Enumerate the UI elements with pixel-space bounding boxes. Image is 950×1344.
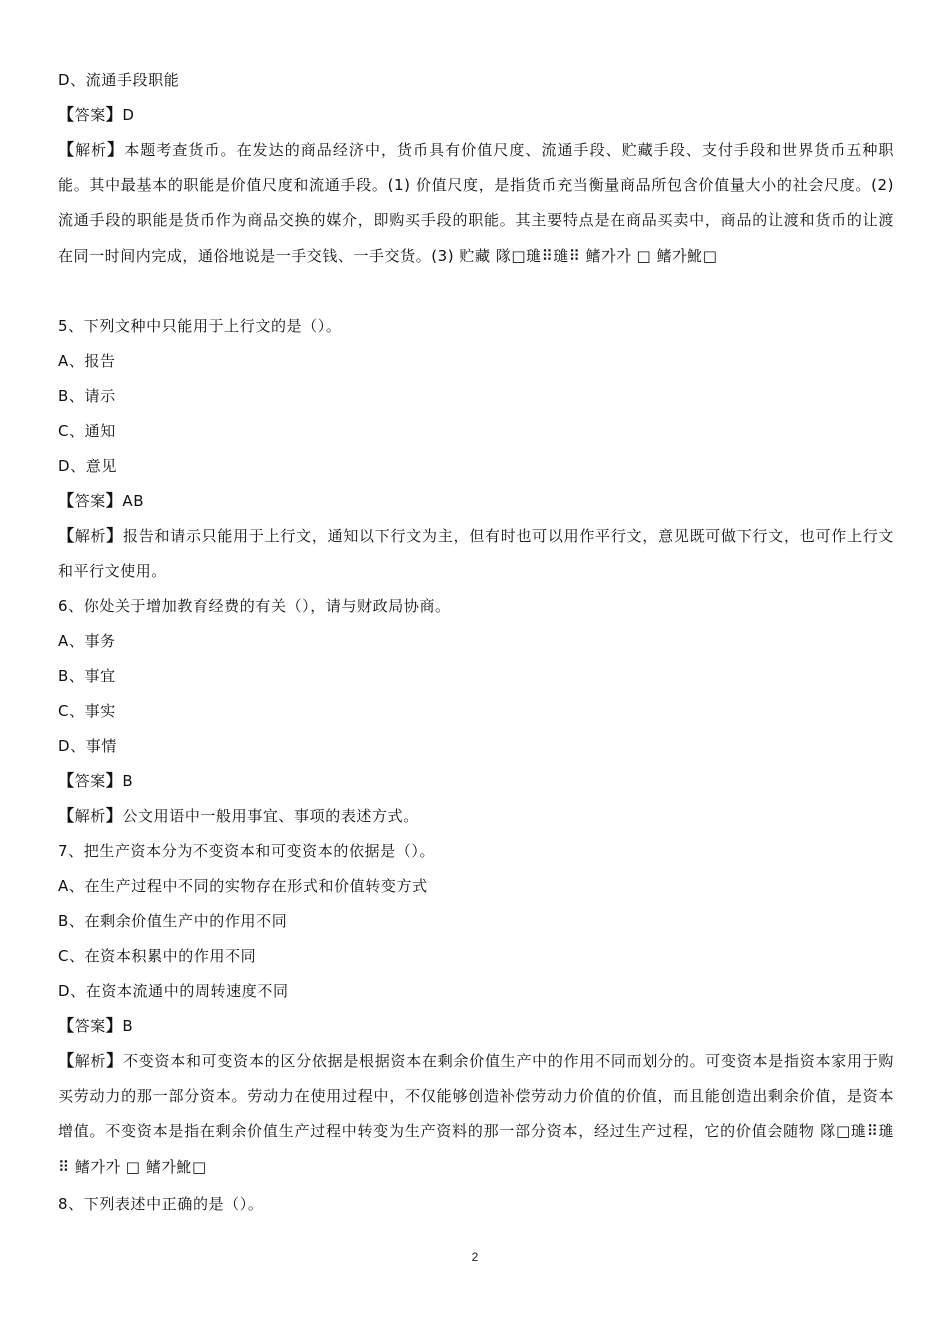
q6-option-b: B、事宜 (58, 667, 116, 685)
bracket-close: 】 (105, 1016, 123, 1035)
bracket-open: 【 (58, 140, 76, 159)
q7-option-b: B、在剩余价值生产中的作用不同 (58, 912, 288, 930)
q6-question: 6、你处关于增加教育经费的有关（），请与财政局协商。 (58, 597, 451, 615)
page-number: 2 (471, 1250, 479, 1264)
q6-analysis (58, 806, 894, 826)
bracket-close: 】 (106, 526, 123, 545)
q7-analysis (58, 1043, 894, 1185)
q5-option-d: D、意见 (58, 457, 117, 475)
q5-option-a: A、报告 (58, 352, 116, 370)
analysis-text: 本题考查货币。在发达的商品经济中，货币具有价值尺度、流通手段、贮藏手段、支付手段和世界货币五种职能。其中最基本的职能是价值尺度和流通手段。(1) 价值尺度，是指货币充当衡量商品所包含价值量大小的社会尺度。(2) 流通手段的职能是货币作为商品交换的媒介，即购买手段的职能。其主要特点是在商品买卖中，商品的让渡和货币的让渡在同一时间内完成，通俗地说是一手交钱、一手交货。(3) 贮藏 隊□璡⠿璡⠿ 鳍가가 □ 鳍가魤□ (58, 141, 895, 265)
analysis-text: 不变资本和可变资本的区分依据是根据资本在剩余价值生产中的作用不同而划分的。可变资本是指资本家用于购买劳动力的那一部分资本。劳动力在使用过程中，不仅能够创造补偿劳动力价值的价值，而且能创造出剩余价值，是资本增值。不变资本是指在剩余价值生产过程中转变为生产资料的那一部分资本，经过生产过程，它的价值会随物 隊□璡⠿璡⠿ 鳍가가 □ 鳍가魤□ (58, 1052, 894, 1176)
q7-question: 7、把生产资本分为不变资本和可变资本的依据是（）。 (58, 842, 436, 860)
answer-label: 答案 (74, 492, 106, 510)
q5-question: 5、下列文种中只能用于上行文的是（）。 (58, 317, 342, 335)
bracket-open: 【 (58, 1016, 75, 1035)
bracket-open: 【 (58, 105, 75, 124)
q6-answer (58, 771, 894, 791)
answer-label: 答案 (74, 1017, 106, 1035)
q4-option-d: D、流通手段职能 (58, 71, 180, 89)
bracket-close: 】 (105, 105, 123, 124)
q4-answer (58, 105, 894, 125)
bracket-open: 【 (58, 771, 75, 790)
answer-label: 答案 (74, 772, 106, 790)
analysis-label: 解析 (74, 1052, 107, 1070)
q7-answer (58, 1016, 894, 1036)
bracket-close: 】 (105, 806, 123, 825)
bracket-open: 【 (58, 526, 75, 545)
analysis-label: 解析 (75, 141, 108, 159)
q7-option-d: D、在资本流通中的周转速度不同 (58, 982, 289, 1000)
q5-option-b: B、请示 (58, 387, 116, 405)
q7-option-a: A、在生产过程中不同的实物存在形式和价值转变方式 (58, 877, 428, 895)
q6-option-c: C、事实 (58, 702, 116, 720)
q5-analysis (58, 518, 894, 589)
bracket-close: 】 (106, 1051, 123, 1070)
answer-label: 答案 (74, 106, 106, 124)
bracket-open: 【 (58, 1051, 75, 1070)
bracket-open: 【 (58, 491, 75, 510)
q6-option-a: A、事务 (58, 632, 116, 650)
analysis-text: 公文用语中一般用事宜、事项的表述方式。 (122, 807, 419, 825)
q7-option-c: C、在资本积累中的作用不同 (58, 947, 257, 965)
q8-question: 8、下列表述中正确的是（）。 (58, 1195, 264, 1213)
bracket-open: 【 (58, 806, 75, 825)
answer-value: B (122, 772, 134, 790)
q4-analysis (58, 132, 894, 274)
analysis-label: 解析 (74, 527, 107, 545)
answer-value: AB (122, 492, 145, 510)
answer-value: D (122, 106, 135, 124)
analysis-label: 解析 (74, 807, 106, 825)
analysis-text: 报告和请示只能用于上行文，通知以下行文为主，但有时也可以用作平行文，意见既可做下行文，也可作上行文和平行文使用。 (58, 527, 894, 581)
bracket-close: 】 (107, 140, 125, 159)
q5-option-c: C、通知 (58, 422, 116, 440)
q5-answer (58, 491, 894, 511)
bracket-close: 】 (105, 491, 123, 510)
bracket-close: 】 (105, 771, 123, 790)
answer-value: B (122, 1017, 134, 1035)
q6-option-d: D、事情 (58, 737, 117, 755)
